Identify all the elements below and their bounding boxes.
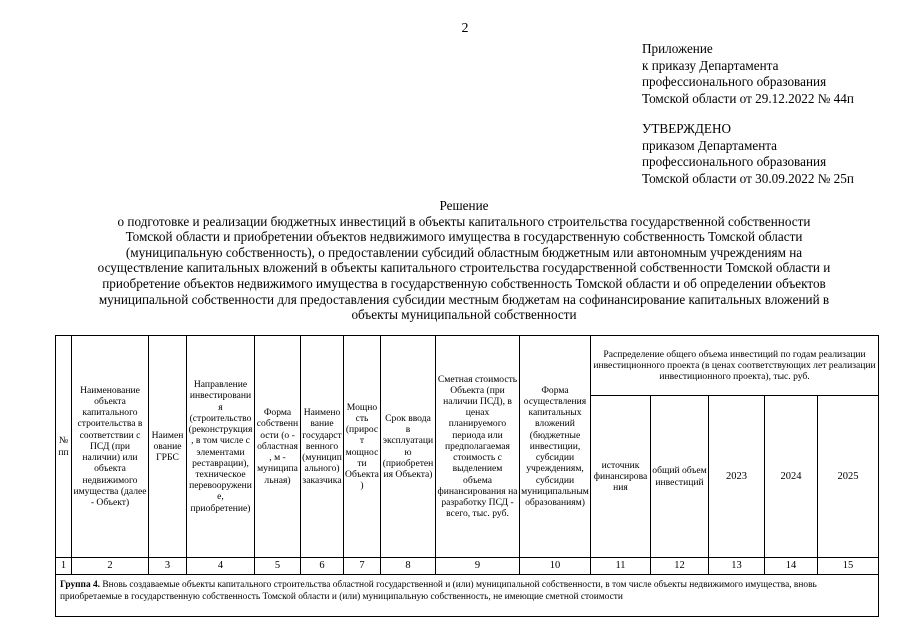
column-number: 14 [765,558,818,575]
decision-line: объекты муниципальной собственности [351,307,577,323]
approved-line: приказом Департамента [642,137,778,153]
column-number: 8 [381,558,436,575]
decision-line: Томской области и приобретении объектов недвижимого имущества в государственную собственность Томской области [125,229,803,245]
column-number: 6 [301,558,344,575]
header-year-2025: 2025 [818,396,879,558]
header-capacity: Мощность (прирост мощности Объекта) [344,336,381,558]
header-funding-source: источник финансирования [591,396,651,558]
appendix-block [642,41,854,107]
approved-block [642,121,854,187]
header-estimated-cost: Сметная стоимость Объекта (при наличии ПСД), в ценах планируемого периода или предполагаемая стоимость с выделением объема финансирования на разработку ПСД - всего, тыс. руб. [436,336,520,558]
header-total-investment: общий объем инвестиций [651,396,709,558]
decision-line: муниципальной собственности для предоставления субсидии местным бюджетам на софинансирование капитальных вложений в [98,291,830,307]
decision-line: о подготовке и реализации бюджетных инвестиций в объекты капитального строительства государственной собственности [117,213,811,229]
appendix-line: Томской области от 29.12.2022 № 44п [642,90,854,106]
column-number: 9 [436,558,520,575]
decision-line: (муниципальную собственность), о предоставлении субсидий областным бюджетным или автономным учреждениям на [125,244,803,260]
header-year-2024: 2024 [765,396,818,558]
approved-line: УТВЕРЖДЕНО [642,121,732,136]
header-distribution: Распределение общего объема инвестиций по годам реализации инвестиционного проекта (в ценах соответствующих лет реализации инвестиционного проекта), тыс. руб. [591,336,879,396]
column-number: 5 [255,558,301,575]
header-investment-form: Форма осуществления капитальных вложений (бюджетные инвестиции, субсидии учреждениям, субсидии муниципальным образованиям) [520,336,591,558]
column-number: 3 [149,558,187,575]
header-ownership-form: Форма собственности (о - областная, м - муниципальная) [255,336,301,558]
column-number: 4 [187,558,255,575]
approved-line: Томской области от 30.09.2022 № 25п [642,170,854,186]
column-number: 15 [818,558,879,575]
group-text: Вновь создаваемые объекты капитального строительства областной государственной и (или) муниципальной собственности, в том числе объекты недвижимого имущества, вновь приобретаемые в государственную собственность Томской области и (или) муниципальную собственность, не имеющие сметной стоимости [60,580,817,603]
decision-line: приобретение объектов недвижимого имущества в государственную собственность Томской области и об определении объектов [102,275,826,291]
appendix-line: к приказу Департамента [642,57,779,73]
appendix-line: Приложение [642,41,713,56]
column-number: 11 [591,558,651,575]
column-number: 2 [72,558,149,575]
column-number: 7 [344,558,381,575]
header-investment-direction: Направление инвестирования (строительство (реконструкция, в том числе с элементами реставрации), техническое перевооружение, приобретение) [187,336,255,558]
header-year-2023: 2023 [709,396,765,558]
header-customer: Наименование государственного (муниципального) заказчика [301,336,344,558]
decision-heading: Решение [439,198,489,213]
investment-table [55,335,879,617]
page-number: 2 [461,21,469,36]
decision-line: осуществление капитальных вложений в объекты капитального строительства государственной собственности Томской области и [97,260,831,276]
approved-line: профессионального образования [642,154,827,169]
column-number: 10 [520,558,591,575]
column-number: 13 [709,558,765,575]
group-label: Группа 4. [60,580,101,590]
group-row [56,575,879,617]
appendix-line: профессионального образования [642,74,827,89]
column-number: 1 [56,558,72,575]
column-number: 12 [651,558,709,575]
header-number: № пп [56,336,72,558]
header-object-name: Наименование объекта капитального строительства в соответствии с ПСД (при наличии) или объекта недвижимого имущества (далее - Объект) [72,336,149,558]
header-commissioning-date: Срок ввода в эксплуатацию (приобретения Объекта) [381,336,436,558]
header-grbs: Наименование ГРБС [149,336,187,558]
decision-title [40,198,888,323]
